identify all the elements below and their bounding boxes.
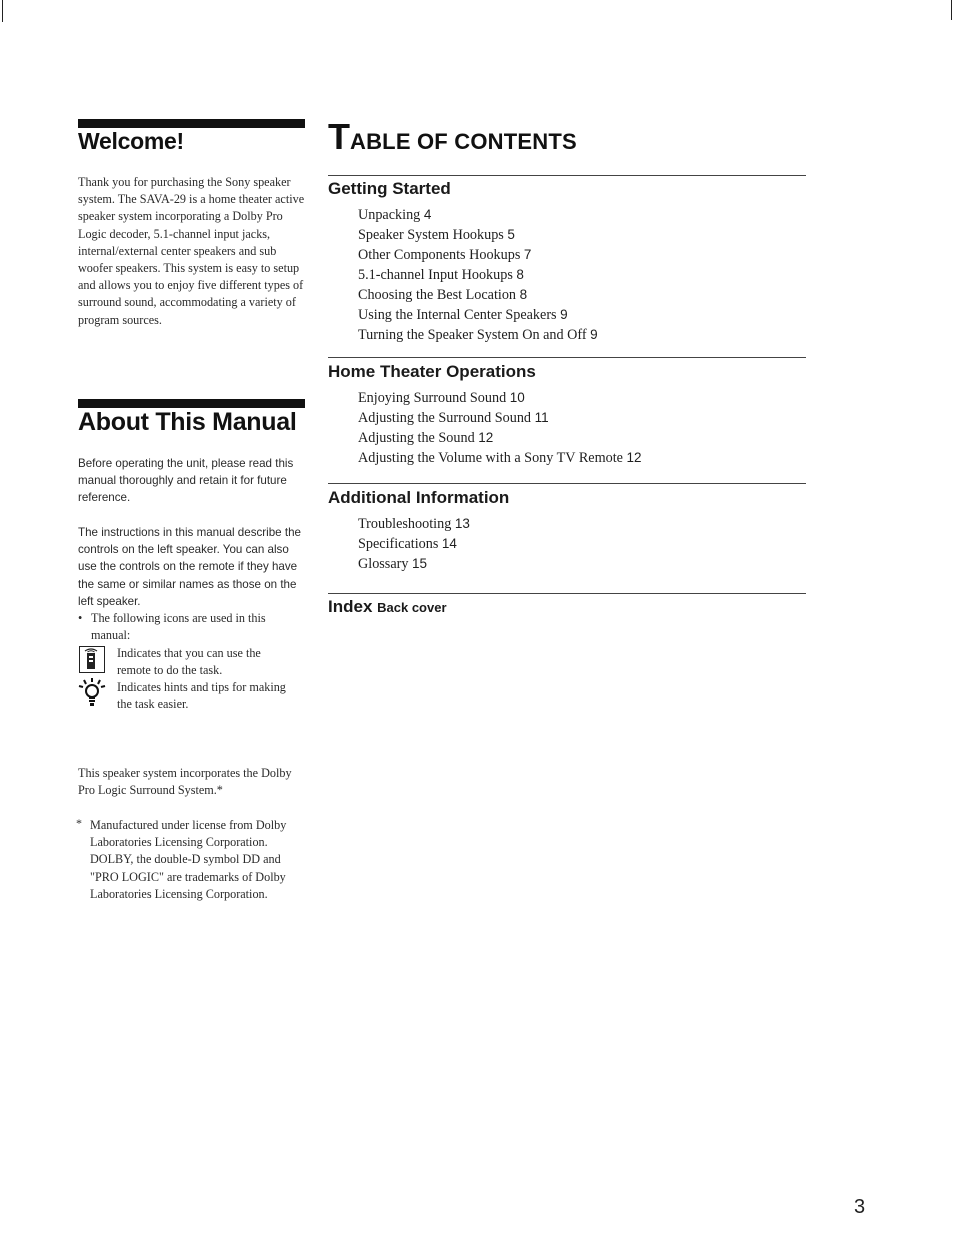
scan-edge-mark-right [951,0,952,20]
toc-rule-index [328,593,806,594]
toc-item-label: Turning the Speaker System On and Off [358,327,587,343]
toc-item-page: 15 [412,556,428,571]
welcome-rule [78,119,305,128]
page-number: 3 [854,1196,866,1218]
toc-item[interactable] [358,305,598,325]
toc-item[interactable] [358,534,470,554]
toc-index-label: Index [328,597,373,616]
toc-item[interactable] [358,448,642,468]
toc-item-page: 14 [441,536,457,551]
toc-rule-additional-info [328,483,806,484]
remote-icon [79,646,105,673]
toc-item[interactable] [358,285,598,305]
toc-item-page: 8 [516,267,524,282]
toc-section-additional-information: Additional Information [328,488,510,507]
toc-list-getting-started [358,205,598,345]
toc-item-label: Choosing the Best Location [358,287,517,303]
light-bulb-icon-description: Indicates hints and tips for making the task easier. [117,680,286,712]
toc-title-rest: ABLE OF CONTENTS [350,129,577,154]
welcome-paragraph: Thank you for purchasing the Sony speaker system. The SAVA-29 is a home theater active speaker system incorporating a Dolby Pro Logic decoder, 5.1-channel input jacks, internal/external center speakers and sub woofer speakers. This system is easy to setup and allows you to enjoy five different types of surround sound, accommodating a variety of program sources. [78,175,305,327]
about-controls-paragraph: The instructions in this manual describe the controls on the left speaker. You can also use the controls on the remote if they have the same or similar names as those on the left speaker. [78,526,301,608]
toc-item-page: 11 [534,410,549,425]
toc-section-getting-started: Getting Started [328,179,451,198]
toc-item-page: 4 [423,207,432,222]
dolby-note: This speaker system incorporates the Dolby Pro Logic Surround System.* [78,766,292,798]
toc-item-label: Using the Internal Center Speakers [358,307,557,323]
light-bulb-icon [78,677,106,709]
toc-item[interactable] [358,325,598,345]
toc-item-label: Other Components Hookups [358,247,521,263]
toc-item-label: Specifications [358,536,439,552]
toc-list-home-theater-operations [358,388,642,468]
about-title: About This Manual [78,408,297,436]
toc-item[interactable] [358,554,470,574]
toc-item-page: 9 [560,307,568,322]
toc-item[interactable] [358,388,642,408]
toc-item[interactable] [358,205,598,225]
toc-item[interactable] [358,428,642,448]
about-intro-paragraph: Before operating the unit, please read this manual thoroughly and retain it for future reference. [78,457,294,505]
icons-bullet-text: The following icons are used in this manual: [91,611,266,643]
toc-item-label: Adjusting the Surround Sound [358,410,532,426]
toc-item-label: Adjusting the Sound [358,430,475,446]
toc-title-initial: T [328,116,350,157]
toc-item-label: Glossary [358,556,409,572]
toc-item-page: 13 [454,516,470,531]
dolby-footnote: Manufactured under license from Dolby Laboratories Licensing Corporation. DOLBY, the double-D symbol DD and "PRO LOGIC" are trademarks of Dolby Laboratories Licensing Corporation. [90,818,287,901]
toc-item-label: Troubleshooting [358,516,452,532]
bullet-dot: • [78,611,83,625]
toc-index-page: Back cover [377,600,447,615]
toc-item-label: Enjoying Surround Sound [358,390,507,406]
remote-icon-description: Indicates that you can use the remote to do the task. [117,646,261,678]
toc-list-additional-information [358,514,470,574]
toc-item-label: Adjusting the Volume with a Sony TV Remote [358,450,623,466]
toc-item[interactable] [358,514,470,534]
welcome-title: Welcome! [78,128,184,154]
toc-item[interactable] [358,245,598,265]
toc-item-page: 5 [507,227,515,242]
toc-item-page: 10 [509,390,525,405]
toc-item-page: 8 [519,287,528,302]
toc-item-page: 12 [626,450,642,465]
toc-item[interactable] [358,225,598,245]
toc-item-label: 5.1-channel Input Hookups [358,267,513,283]
toc-item-label: Speaker System Hookups [358,227,504,243]
toc-title [328,116,577,158]
toc-rule-home-theater [328,357,806,358]
toc-index-entry[interactable] [328,597,447,617]
footnote-mark: * [76,816,82,830]
toc-item-page: 7 [523,247,532,262]
toc-section-home-theater-operations: Home Theater Operations [328,362,536,381]
toc-item-page: 9 [590,327,598,342]
toc-item-label: Unpacking [358,207,421,223]
toc-item[interactable] [358,408,642,428]
scan-edge-mark-left [2,0,3,22]
about-rule [78,399,305,408]
toc-item-page: 12 [478,430,494,445]
toc-rule-getting-started [328,175,806,176]
toc-item[interactable] [358,265,598,285]
